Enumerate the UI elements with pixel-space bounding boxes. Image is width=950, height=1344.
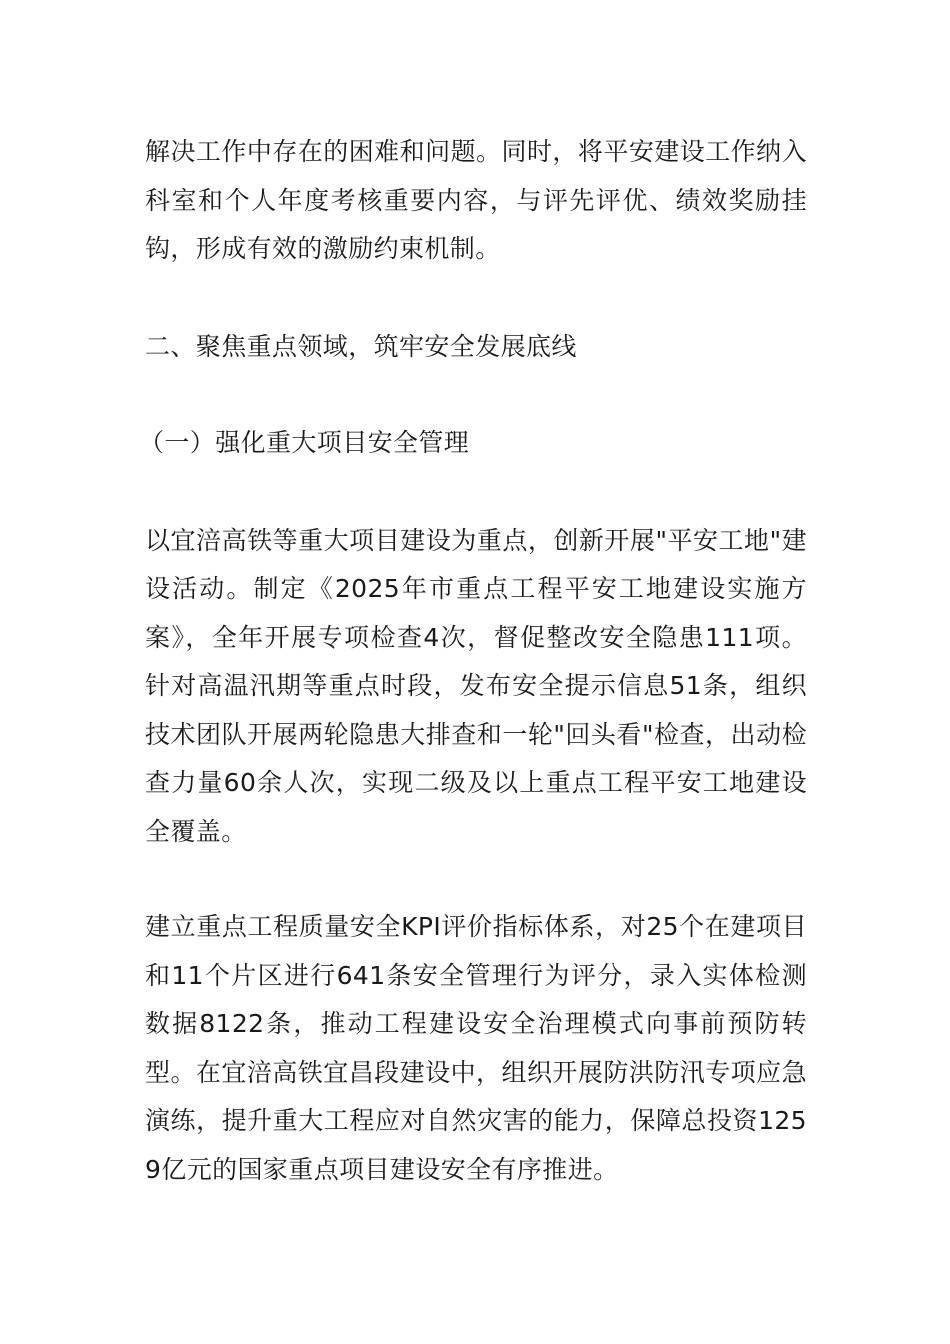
section-heading-key-areas: 二、聚焦重点领域，筑牢安全发展底线: [145, 331, 577, 361]
document-body: [139, 128, 807, 1194]
paragraph-safe-construction-site: 以宜涪高铁等重大项目建设为重点，创新开展"平安工地"建设活动。制定《2025年市重点工程平安工地建设实施方案》，全年开展专项检查4次，督促整改安全隐患111项。针对高温汛期等重点时段，发布安全提示信息51条，组织技术团队开展两轮隐患大排查和一轮"回头看"检查，出动检查力量60余人次，实现二级及以上重点工程平安工地建设全覆盖。: [145, 525, 807, 846]
paragraph-kpi-evaluation: 建立重点工程质量安全KPI评价指标体系，对25个在建项目和11个片区进行641条安全管理行为评分，录入实体检测数据8122条，推动工程建设安全治理模式向事前预防转型。在宜涪高铁宜昌段建设中，组织开展防洪防汛专项应急演练，提升重大工程应对自然灾害的能力，保障总投资1259亿元的国家重点项目建设安全有序推进。: [145, 912, 807, 1184]
paragraph-incentive-mechanism: 解决工作中存在的困难和问题。同时，将平安建设工作纳入科室和个人年度考核重要内容，与评先评优、绩效奖励挂钩，形成有效的激励约束机制。: [145, 137, 807, 263]
subsection-heading-major-projects: （一）强化重大项目安全管理: [139, 428, 470, 457]
